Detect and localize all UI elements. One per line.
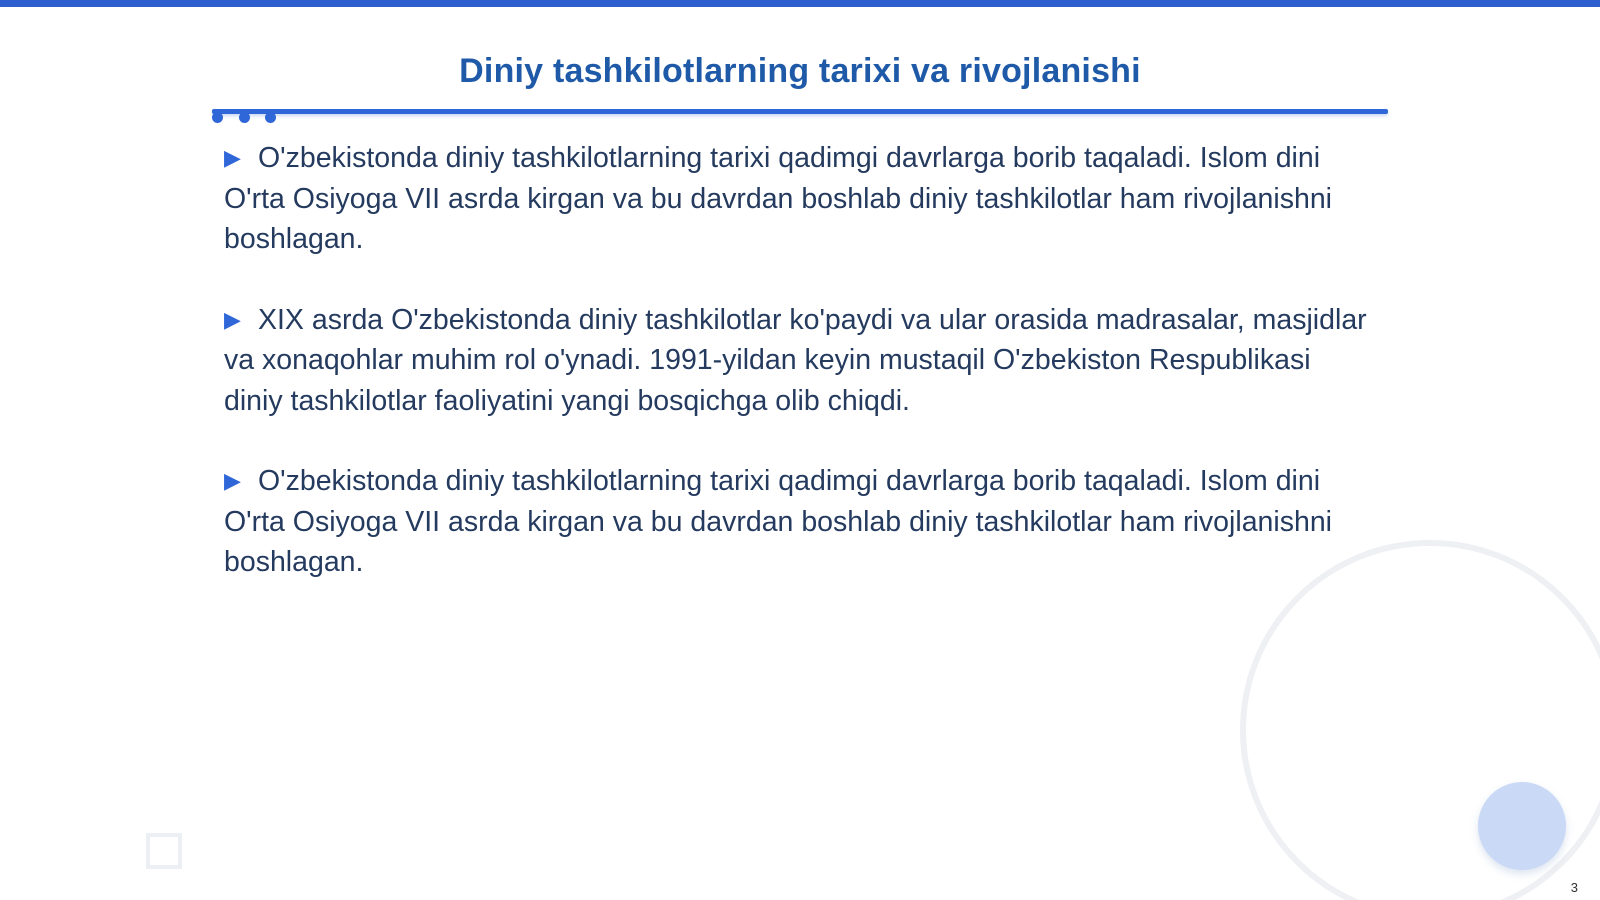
decorative-dot bbox=[265, 112, 276, 123]
triangle-bullet-icon: ▶ bbox=[224, 306, 241, 332]
bullet-item bbox=[224, 300, 1374, 422]
decorative-dot bbox=[212, 112, 223, 123]
slide-title: Diniy tashkilotlarning tarixi va rivojlanishi bbox=[459, 52, 1141, 90]
title-underline bbox=[212, 109, 1388, 114]
decorative-dot bbox=[239, 112, 250, 123]
bullet-item bbox=[224, 138, 1374, 260]
slide-content bbox=[224, 138, 1374, 623]
top-accent-bar bbox=[0, 0, 1600, 7]
decorative-circle-filled bbox=[1478, 782, 1566, 870]
triangle-bullet-icon: ▶ bbox=[224, 468, 241, 493]
decorative-square bbox=[146, 833, 182, 869]
page-number: 3 bbox=[1570, 880, 1578, 895]
bullet-item bbox=[224, 461, 1374, 583]
bullet-text: O'zbekistonda diniy tashkilotlarning tarixi qadimgi davrlarga borib taqaladi. Islom dini O'rta Osiyoga VII asrda kirgan va bu davrdan boshlab diniy tashkilotlar ham rivojlanishni boshlagan. bbox=[224, 142, 1333, 255]
bullet-text: O'zbekistonda diniy tashkilotlarning tarixi qadimgi davrlarga borib taqaladi. Islom dini O'rta Osiyoga VII asrda kirgan va bu davrdan boshlab diniy tashkilotlar ham rivojlanishni boshlagan. bbox=[224, 465, 1333, 578]
triangle-bullet-icon: ▶ bbox=[224, 145, 241, 170]
bullet-text: XIX asrda O'zbekistonda diniy tashkilotlar ko'paydi va ular orasida madrasalar, masjidlar va xonaqohlar muhim rol o'ynadi. 1991-yildan keyin mustaqil O'zbekiston Respublikasi diniy tashkilotlar faoliyatini yangi bosqichga olib chiqdi. bbox=[224, 303, 1367, 417]
